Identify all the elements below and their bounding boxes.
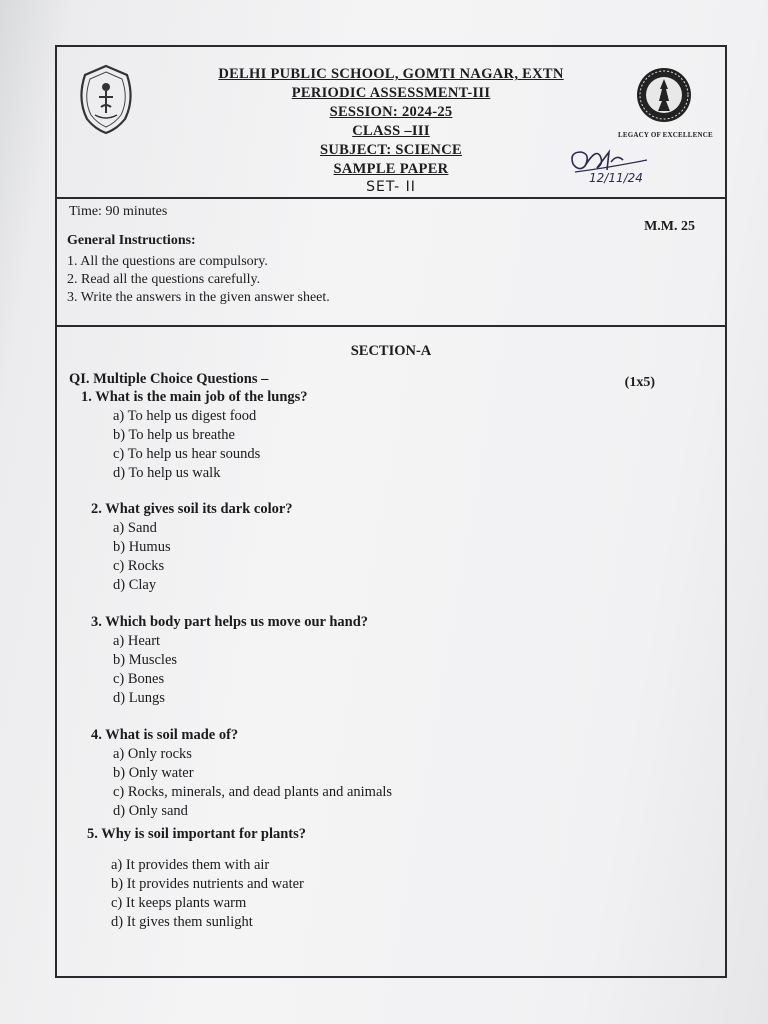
instruction-item: 2. Read all the questions carefully.	[67, 272, 261, 287]
option: b) Only water	[113, 765, 194, 781]
option: c) Rocks, minerals, and dead plants and animals	[113, 784, 393, 800]
subject: SUBJECT: SCIENCE	[320, 142, 462, 158]
option: b) It provides nutrients and water	[111, 876, 304, 892]
option: d) To help us walk	[113, 465, 221, 481]
question-group-title: QI. Multiple Choice Questions –	[69, 371, 269, 387]
school-name: DELHI PUBLIC SCHOOL, GOMTI NAGAR, EXTN	[218, 66, 564, 82]
question-2	[91, 500, 293, 595]
option: c) Bones	[113, 671, 165, 687]
option: c) It keeps plants warm	[111, 895, 247, 911]
question-text: 2. What gives soil its dark color?	[91, 501, 293, 517]
handwritten-signature	[567, 142, 657, 186]
question-text: 4. What is soil made of?	[91, 727, 239, 743]
signature-date: 12/11/24	[589, 171, 643, 185]
question-5	[87, 825, 306, 932]
question-4	[91, 726, 392, 821]
instructions-list	[67, 253, 330, 307]
exam-paper	[55, 45, 727, 978]
question-3	[91, 613, 368, 708]
option: b) To help us breathe	[113, 427, 235, 443]
assessment-name: PERIODIC ASSESSMENT-III	[291, 85, 491, 101]
max-marks: M.M. 25	[644, 219, 695, 234]
school-crest-logo	[75, 63, 137, 135]
general-instructions-title: General Instructions:	[67, 233, 196, 248]
option: c) Rocks	[113, 558, 165, 574]
session: SESSION: 2024-25	[329, 104, 453, 120]
class-name: CLASS –III	[352, 123, 430, 139]
question-group-marks: (1x5)	[624, 375, 655, 390]
paper-type: SAMPLE PAPER	[333, 161, 449, 177]
paper-header	[57, 47, 725, 199]
seal-tagline: LEGACY OF EXCELLENCE	[618, 131, 713, 139]
legacy-seal-logo	[635, 65, 693, 125]
options-list	[87, 856, 306, 932]
options-list	[81, 407, 308, 483]
option: c) To help us hear sounds	[113, 446, 261, 462]
options-list	[91, 632, 368, 708]
set-number: SET- II	[366, 179, 416, 195]
option: b) Humus	[113, 539, 171, 555]
options-list	[91, 745, 392, 821]
option: a) Only rocks	[113, 746, 192, 762]
time-allowed: Time: 90 minutes	[69, 204, 168, 219]
option: a) To help us digest food	[113, 408, 257, 424]
instruction-item: 3. Write the answers in the given answer sheet.	[67, 290, 330, 305]
option: a) Heart	[113, 633, 161, 649]
question-text: 3. Which body part helps us move our hand?	[91, 614, 369, 630]
option: d) Only sand	[113, 803, 188, 819]
question-text: 1. What is the main job of the lungs?	[81, 389, 308, 405]
option: b) Muscles	[113, 652, 178, 668]
option: d) It gives them sunlight	[111, 914, 253, 930]
option: d) Clay	[113, 577, 157, 593]
instruction-item: 1. All the questions are compulsory.	[67, 254, 268, 269]
option: a) Sand	[113, 520, 157, 536]
section-title: SECTION-A	[350, 343, 432, 359]
title-block	[187, 65, 595, 195]
question-1	[81, 388, 308, 483]
question-text: 5. Why is soil important for plants?	[87, 826, 307, 842]
option: a) It provides them with air	[111, 857, 270, 873]
options-list	[91, 519, 293, 595]
option: d) Lungs	[113, 690, 165, 706]
